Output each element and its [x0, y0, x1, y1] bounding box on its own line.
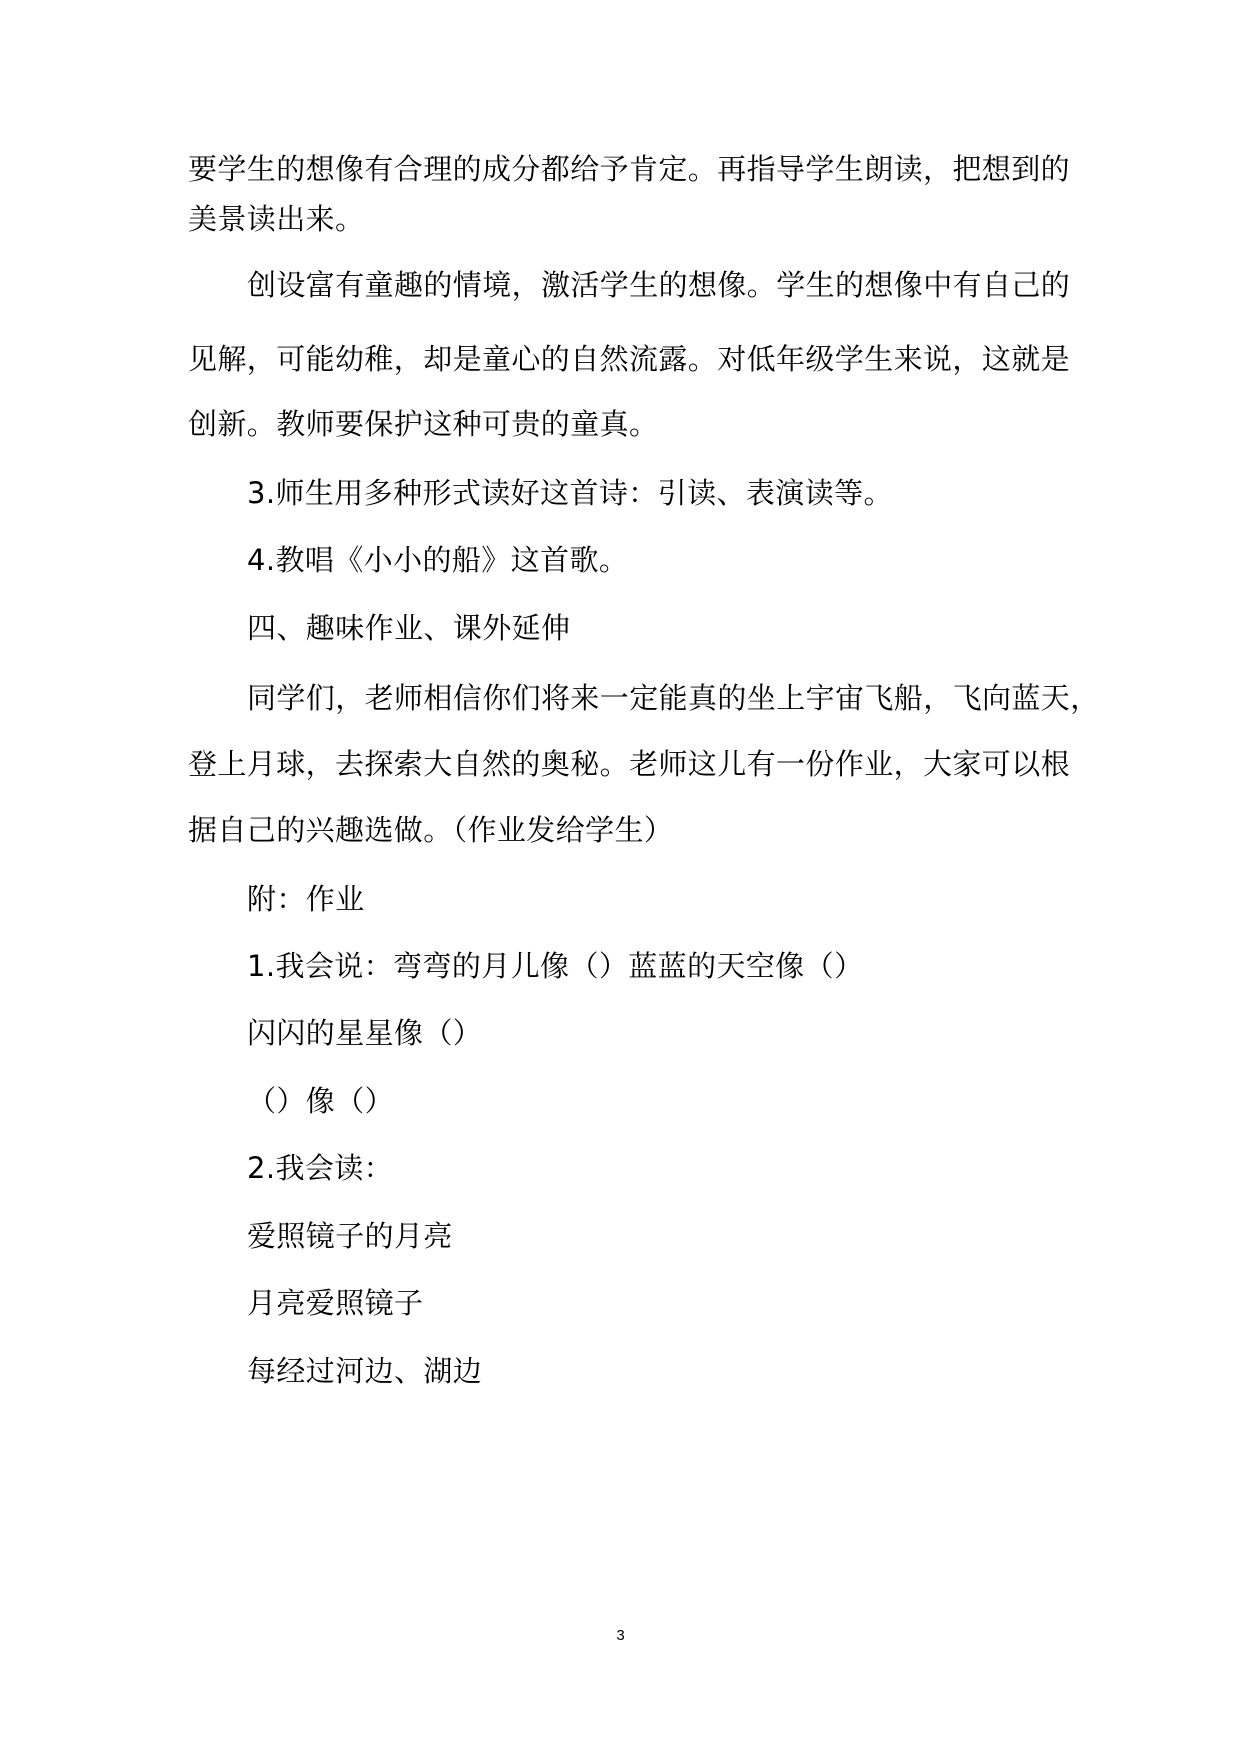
poem-line: 月亮爱照镜子: [247, 1286, 424, 1320]
exercise-line: 2.我会读：: [247, 1151, 394, 1185]
paragraph-line: 见解，可能幼稚，却是童心的自然流露。对低年级学生来说，这就是: [188, 342, 1071, 376]
exercise-line: （）像（）: [247, 1084, 395, 1118]
appendix-heading: 附：作业: [247, 882, 365, 916]
exercise-line: 闪闪的星星像（）: [247, 1016, 483, 1050]
list-item: 3.师生用多种形式读好这首诗：引读、表演读等。: [247, 476, 893, 510]
paragraph-line: 美景读出来。: [188, 202, 365, 236]
poem-line: 爱照镜子的月亮: [247, 1219, 453, 1253]
paragraph-line: 同学们，老师相信你们将来一定能真的坐上宇宙飞船，飞向蓝天，: [247, 681, 1100, 715]
paragraph-line: 登上月球，去探索大自然的奥秘。老师这儿有一份作业，大家可以根: [188, 747, 1071, 781]
poem-line: 每经过河边、湖边: [247, 1354, 483, 1388]
paragraph-line: 要学生的想像有合理的成分都给予肯定。再指导学生朗读，把想到的: [188, 152, 1071, 186]
page-number: 3: [616, 1627, 625, 1644]
section-heading: 四、趣味作业、课外延伸: [247, 611, 571, 645]
paragraph-line: 创设富有童趣的情境，激活学生的想像。学生的想像中有自己的: [247, 268, 1071, 302]
exercise-line: 1.我会说：弯弯的月儿像（）蓝蓝的天空像（）: [247, 949, 864, 983]
paragraph-line: 据自己的兴趣选做。（作业发给学生）: [188, 813, 674, 847]
paragraph-line: 创新。教师要保护这种可贵的童真。: [188, 407, 659, 441]
list-item: 4.教唱《小小的船》这首歌。: [247, 543, 629, 577]
